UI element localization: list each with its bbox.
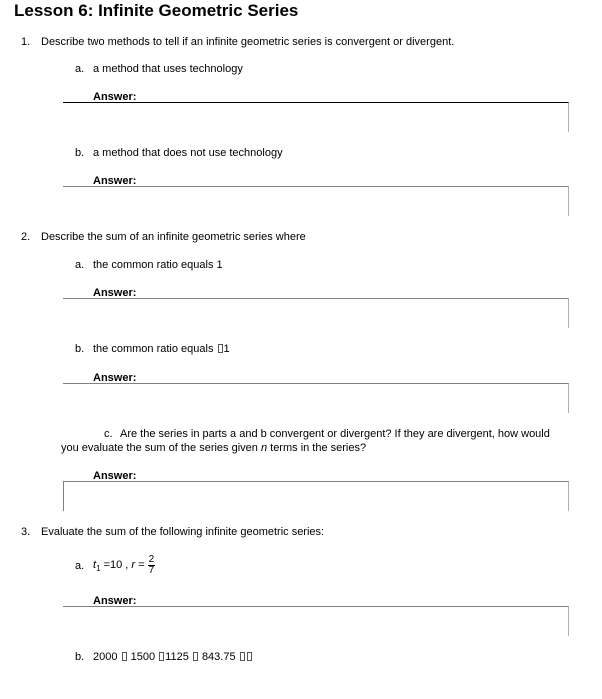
r-fraction — [148, 555, 156, 576]
question-2b-text-after: 1 — [223, 343, 230, 355]
question-3-number: 3. — [21, 526, 31, 538]
series-term-4: 843.75 — [201, 651, 236, 663]
question-2b-text-before: the common ratio equals — [93, 343, 217, 355]
r-variable: r — [131, 559, 136, 571]
question-1-text: Describe two methods to tell if an infinite geometric series is convergent or divergent. — [41, 36, 455, 48]
answer-box-3a[interactable] — [63, 606, 569, 636]
question-3-text: Evaluate the sum of the following infinite geometric series: — [41, 526, 325, 538]
answer-label-2c: Answer: — [93, 470, 137, 482]
answer-label-2b: Answer: — [93, 372, 137, 384]
answer-label-2a: Answer: — [93, 287, 137, 299]
question-2a-text: the common ratio equals 1 — [93, 259, 223, 271]
question-1b-letter: b. — [75, 147, 85, 159]
question-2c-line2-before: you evaluate the sum of the series given — [61, 442, 261, 454]
question-2c-line1: Are the series in parts a and b convergent or divergent? If they are divergent, how would — [120, 428, 550, 440]
question-3a-expression — [93, 552, 155, 582]
missing-glyph-icon — [159, 652, 164, 661]
question-2b-text — [93, 342, 230, 356]
question-1-number: 1. — [21, 36, 31, 48]
missing-glyph-icon — [247, 652, 252, 661]
question-3b-series — [93, 650, 253, 664]
missing-glyph-icon — [122, 652, 127, 661]
answer-label-1b: Answer: — [93, 175, 137, 187]
series-term-2: 1500 — [130, 651, 156, 663]
answer-label-1a: Answer: — [93, 91, 137, 103]
question-2c-line2 — [61, 441, 366, 455]
answer-label-3a: Answer: — [93, 595, 137, 607]
question-2c-line2-italic: n — [260, 442, 268, 454]
missing-glyph-icon — [193, 652, 198, 661]
question-1a-text: a method that uses technology — [93, 63, 243, 75]
page-title: Lesson 6: Infinite Geometric Series — [14, 1, 299, 20]
answer-box-2a[interactable] — [63, 298, 569, 328]
question-2c-line2-after: terms in the series? — [267, 442, 367, 454]
answer-box-2b[interactable] — [63, 383, 569, 413]
question-2-text: Describe the sum of an infinite geometric series where — [41, 231, 306, 243]
question-2c-letter: c. — [104, 428, 113, 440]
question-3b-letter: b. — [75, 651, 85, 663]
r-denominator: 7 — [148, 564, 155, 576]
missing-glyph-icon — [218, 344, 223, 353]
question-2-number: 2. — [21, 231, 31, 243]
r-numerator: 2 — [148, 553, 155, 565]
answer-box-2c[interactable] — [63, 481, 569, 511]
answer-box-1a[interactable] — [63, 102, 569, 132]
question-1a-letter: a. — [75, 63, 85, 75]
question-3a-letter: a. — [75, 560, 85, 572]
t-subscript: 1 — [96, 564, 101, 574]
r-equals: = — [135, 559, 148, 571]
t-variable: t — [93, 559, 97, 571]
question-2b-letter: b. — [75, 343, 85, 355]
answer-box-1b[interactable] — [63, 186, 569, 216]
t-equals: =10 , — [100, 559, 132, 571]
series-term-3: 1125 — [165, 651, 189, 663]
series-term-1: 2000 — [93, 651, 118, 663]
missing-glyph-icon — [240, 652, 245, 661]
question-1b-text: a method that does not use technology — [93, 147, 283, 159]
question-2a-letter: a. — [75, 259, 85, 271]
